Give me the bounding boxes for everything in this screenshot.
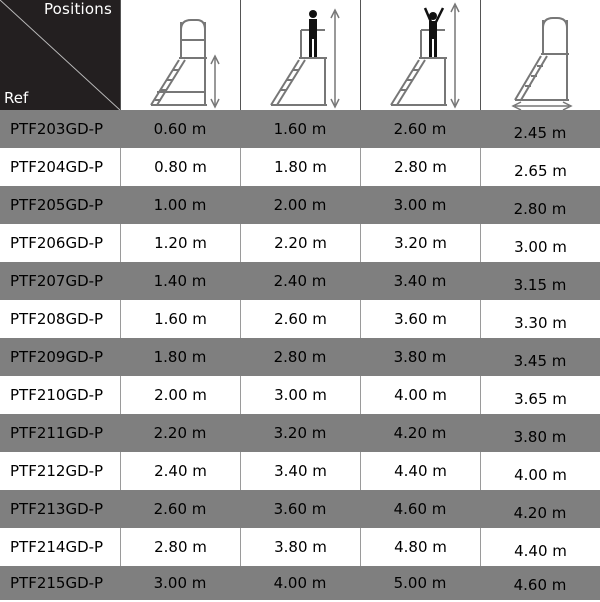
- platform-height-cell: 1.40 m: [153, 272, 207, 290]
- base-length-cell: 3.65 m: [480, 376, 600, 414]
- platform-height-cell: 1.60 m: [120, 300, 240, 338]
- table-row: [0, 300, 600, 338]
- reach-height-cell: 2.80 m: [360, 148, 480, 186]
- platform-height-cell: 0.60 m: [153, 120, 207, 138]
- working-height-cell: 1.80 m: [240, 148, 360, 186]
- base-length-cell: 2.80 m: [513, 200, 567, 218]
- platform-height-cell: 2.40 m: [120, 452, 240, 490]
- reach-height-cell: 5.00 m: [393, 574, 447, 592]
- reach-height-cell: 4.20 m: [393, 424, 447, 442]
- working-height-cell: 2.40 m: [273, 272, 327, 290]
- table-row: [0, 338, 600, 376]
- base-length-cell: 4.40 m: [480, 528, 600, 566]
- reach-height-cell: 4.00 m: [360, 376, 480, 414]
- reach-height-cell: 3.00 m: [393, 196, 447, 214]
- platform-height-cell: 1.80 m: [153, 348, 207, 366]
- working-height-diagram: [240, 0, 360, 110]
- reach-height-cell: 3.20 m: [360, 224, 480, 262]
- ref-cell: PTF205GD-P: [10, 196, 104, 214]
- reach-height-cell: 4.40 m: [360, 452, 480, 490]
- ref-cell: PTF210GD-P: [10, 386, 104, 404]
- platform-height-cell: 3.00 m: [153, 574, 207, 592]
- ref-cell: PTF209GD-P: [10, 348, 104, 366]
- reach-height-cell: 2.60 m: [393, 120, 447, 138]
- table-row: [0, 224, 600, 262]
- table-row: [0, 110, 600, 148]
- ref-cell: PTF208GD-P: [10, 310, 104, 328]
- header-corner: [0, 0, 120, 110]
- table-row: [0, 262, 600, 300]
- ref-cell: PTF215GD-P: [10, 574, 104, 592]
- ref-cell: PTF211GD-P: [10, 424, 104, 442]
- reach-height-diagram: [360, 0, 480, 110]
- table-row: [0, 414, 600, 452]
- working-height-cell: 3.40 m: [240, 452, 360, 490]
- table-row: [0, 186, 600, 224]
- working-height-cell: 2.00 m: [273, 196, 327, 214]
- base-length-cell: 3.30 m: [480, 300, 600, 338]
- working-height-cell: 2.60 m: [240, 300, 360, 338]
- table-row: [0, 566, 600, 600]
- base-length-cell: 3.80 m: [513, 428, 567, 446]
- table-row: [0, 528, 600, 566]
- reach-height-cell: 3.60 m: [360, 300, 480, 338]
- working-height-cell: 3.60 m: [273, 500, 327, 518]
- ref-cell: PTF207GD-P: [10, 272, 104, 290]
- base-length-cell: 4.60 m: [513, 576, 567, 594]
- base-length-cell: 4.20 m: [513, 504, 567, 522]
- platform-height-cell: 0.80 m: [120, 148, 240, 186]
- working-height-cell: 3.80 m: [240, 528, 360, 566]
- ref-cell: PTF204GD-P: [10, 158, 104, 176]
- base-length-cell: 2.65 m: [480, 148, 600, 186]
- base-length-diagram: [480, 0, 600, 110]
- working-height-cell: 2.80 m: [273, 348, 327, 366]
- positions-label: Positions: [43, 0, 112, 18]
- reach-height-cell: 3.80 m: [393, 348, 447, 366]
- platform-height-cell: 2.20 m: [153, 424, 207, 442]
- working-height-cell: 3.00 m: [240, 376, 360, 414]
- reach-height-cell: 4.60 m: [393, 500, 447, 518]
- table-row: [0, 452, 600, 490]
- header-row: [0, 0, 600, 110]
- base-length-cell: 3.15 m: [513, 276, 567, 294]
- platform-height-cell: 2.80 m: [120, 528, 240, 566]
- base-length-cell: 3.45 m: [513, 352, 567, 370]
- platform-height-cell: 1.00 m: [153, 196, 207, 214]
- base-length-cell: 3.00 m: [480, 224, 600, 262]
- ref-cell: PTF214GD-P: [10, 538, 104, 556]
- working-height-cell: 2.20 m: [240, 224, 360, 262]
- working-height-cell: 3.20 m: [273, 424, 327, 442]
- ref-cell: PTF206GD-P: [10, 234, 104, 252]
- base-length-cell: 4.00 m: [480, 452, 600, 490]
- table-row: [0, 148, 600, 186]
- table-row: [0, 490, 600, 528]
- platform-height-cell: 2.60 m: [153, 500, 207, 518]
- table-row: [0, 376, 600, 414]
- ref-cell: PTF203GD-P: [10, 120, 104, 138]
- reach-height-cell: 4.80 m: [360, 528, 480, 566]
- platform-height-cell: 1.20 m: [120, 224, 240, 262]
- working-height-cell: 4.00 m: [273, 574, 327, 592]
- platform-height-diagram: [120, 0, 240, 110]
- reach-height-cell: 3.40 m: [393, 272, 447, 290]
- ref-cell: PTF212GD-P: [10, 462, 104, 480]
- ref-label: Ref: [4, 89, 29, 107]
- platform-height-cell: 2.00 m: [120, 376, 240, 414]
- working-height-cell: 1.60 m: [273, 120, 327, 138]
- base-length-cell: 2.45 m: [513, 124, 567, 142]
- ref-cell: PTF213GD-P: [10, 500, 104, 518]
